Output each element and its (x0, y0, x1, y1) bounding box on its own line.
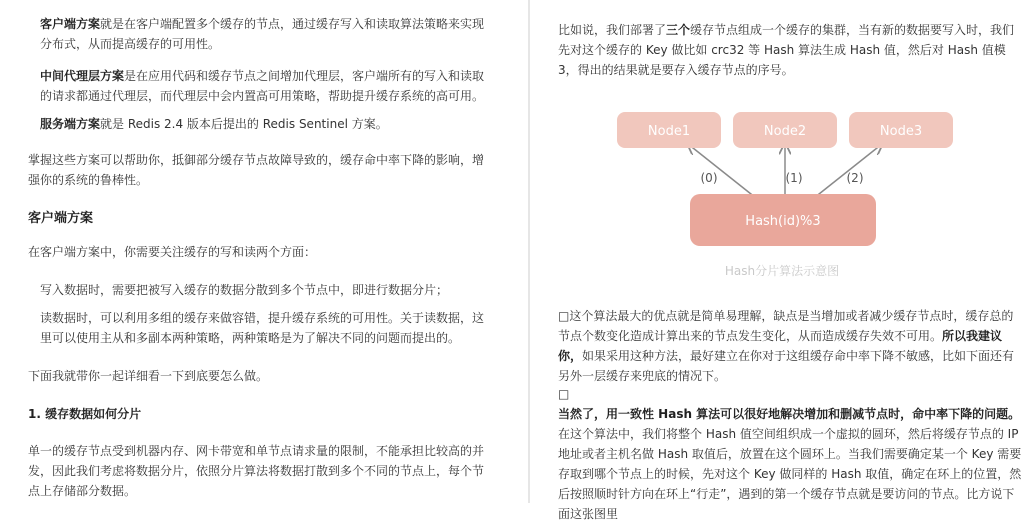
arrow-to-node1 (688, 144, 756, 198)
paragraph-example (558, 20, 1024, 80)
edge-label-1: (1) (785, 171, 803, 185)
edge-label-2: (2) (846, 171, 864, 185)
text: 就是在客户端配置多个缓存的节点，通过缓存写入和读取算法策略来实现分布式，从而提高缓存的可用性。 (40, 17, 485, 51)
paragraph-client-scheme (40, 14, 488, 54)
heading-client-scheme: 客户端方案 (28, 211, 94, 226)
paragraph-sharding: 单一的缓存节点受到机器内存、网卡带宽和单节点请求量的限制，不能承担比较高的并发，因此我们考虑将数据分片，依照分片算法将数据打散到多个不同的节点上，每个节点上存储部分数据。 (28, 444, 485, 498)
term-proxy-scheme: 中间代理层方案 (40, 69, 125, 83)
paragraph-pros-cons (558, 306, 1024, 386)
text: 是在应用代码和缓存节点之间增加代理层，客户端所有的写入和读取的请求都通过代理层，而代理层中会内置高可用策略，帮助提升缓存系统的高可用。 (40, 69, 485, 103)
hash-box-label: Hash(id)%3 (745, 214, 821, 229)
paragraph-proxy-scheme (40, 66, 488, 106)
emphasis: 三个 (666, 23, 691, 37)
paragraph-summary: 掌握这些方案可以帮助你，抵御部分缓存节点故障导致的，缓存命中率下降的影响，增强你的系统的鲁棒性。 (28, 153, 485, 187)
text: 在这个算法中，我们将整个 Hash 值空间组织成一个虚拟的圆环，然后将缓存节点的 IP 地址或者主机名做 Hash 取值后，放置在这个圆环上。当我们需要确定某一个 Key 需要存取到哪个节点上的时候，先对这个 Key 做同样的 Hash 取值，确定在环上的位置，然后按照顺时针方向在环上“行走”，遇到的第一个缓存节点就是要访问的节点。比方说下面这张图里 (558, 427, 1022, 521)
paragraph-next: 下面我就带你一起详细看一下到底要怎么做。 (28, 369, 269, 383)
paragraph-write: 写入数据时，需要把被写入缓存的数据分散到多个节点中，即进行数据分片； (40, 283, 449, 297)
emphasis: 当然了，用一致性 Hash 算法可以很好地解决增加和删减节点时，命中率下降的问题。 (558, 407, 1021, 421)
term-client-scheme: 客户端方案 (40, 17, 101, 31)
paragraph-read: 读数据时，可以利用多组的缓存来做容错，提升缓存系统的可用性。关于读数据，这里可以使用主从和多副本两种策略，两种策略是为了解决不同的问题而提出的。 (40, 311, 485, 345)
text: □这个算法最大的优点就是简单易理解，缺点是当增加或者减少缓存节点时，缓存总的节点个数变化造成计算出来的节点发生变化，从而造成缓存失效不可用。 (558, 309, 1014, 343)
term-server-scheme: 服务端方案 (40, 117, 101, 131)
node-label-1: Node1 (647, 124, 691, 139)
diagram-caption: Hash分片算法示意图 (724, 264, 840, 278)
hash-box (690, 194, 876, 246)
text: 缓存节点组成一个缓存的集群，当有新的数据要写入时，我们先对这个缓存的 Key 做比如 crc32 等 Hash 算法生成 Hash 值，然后对 Hash 值模 3，得出的结果就是要存入缓存节点的序号。 (558, 23, 1015, 77)
edge-label-0: (0) (700, 171, 718, 185)
text: 如果采用这种方法，最好建立在你对于这组缓存命中率下降不敏感，比如下面还有另外一层缓存来兜底的情况下。 (558, 349, 1015, 383)
text: 就是 Redis 2.4 版本后提出的 Redis Sentinel 方案。 (100, 117, 388, 131)
heading-sharding: 1. 缓存数据如何分片 (28, 407, 142, 421)
emphasis: 所以我建议你， (558, 329, 1003, 363)
node-label-2: Node2 (763, 124, 807, 139)
node-label-3: Node3 (879, 124, 923, 139)
text: 比如说，我们部署了 (558, 23, 667, 37)
paragraph-consistent-hash (558, 404, 1024, 524)
right-column (530, 0, 1034, 521)
paragraph-server-scheme (40, 114, 488, 134)
left-column (0, 0, 528, 503)
paragraph-client-intro: 在客户端方案中，你需要关注缓存的写和读两个方面： (28, 245, 317, 259)
nodes (617, 112, 953, 148)
paragraph-placeholder: □ (558, 387, 570, 401)
